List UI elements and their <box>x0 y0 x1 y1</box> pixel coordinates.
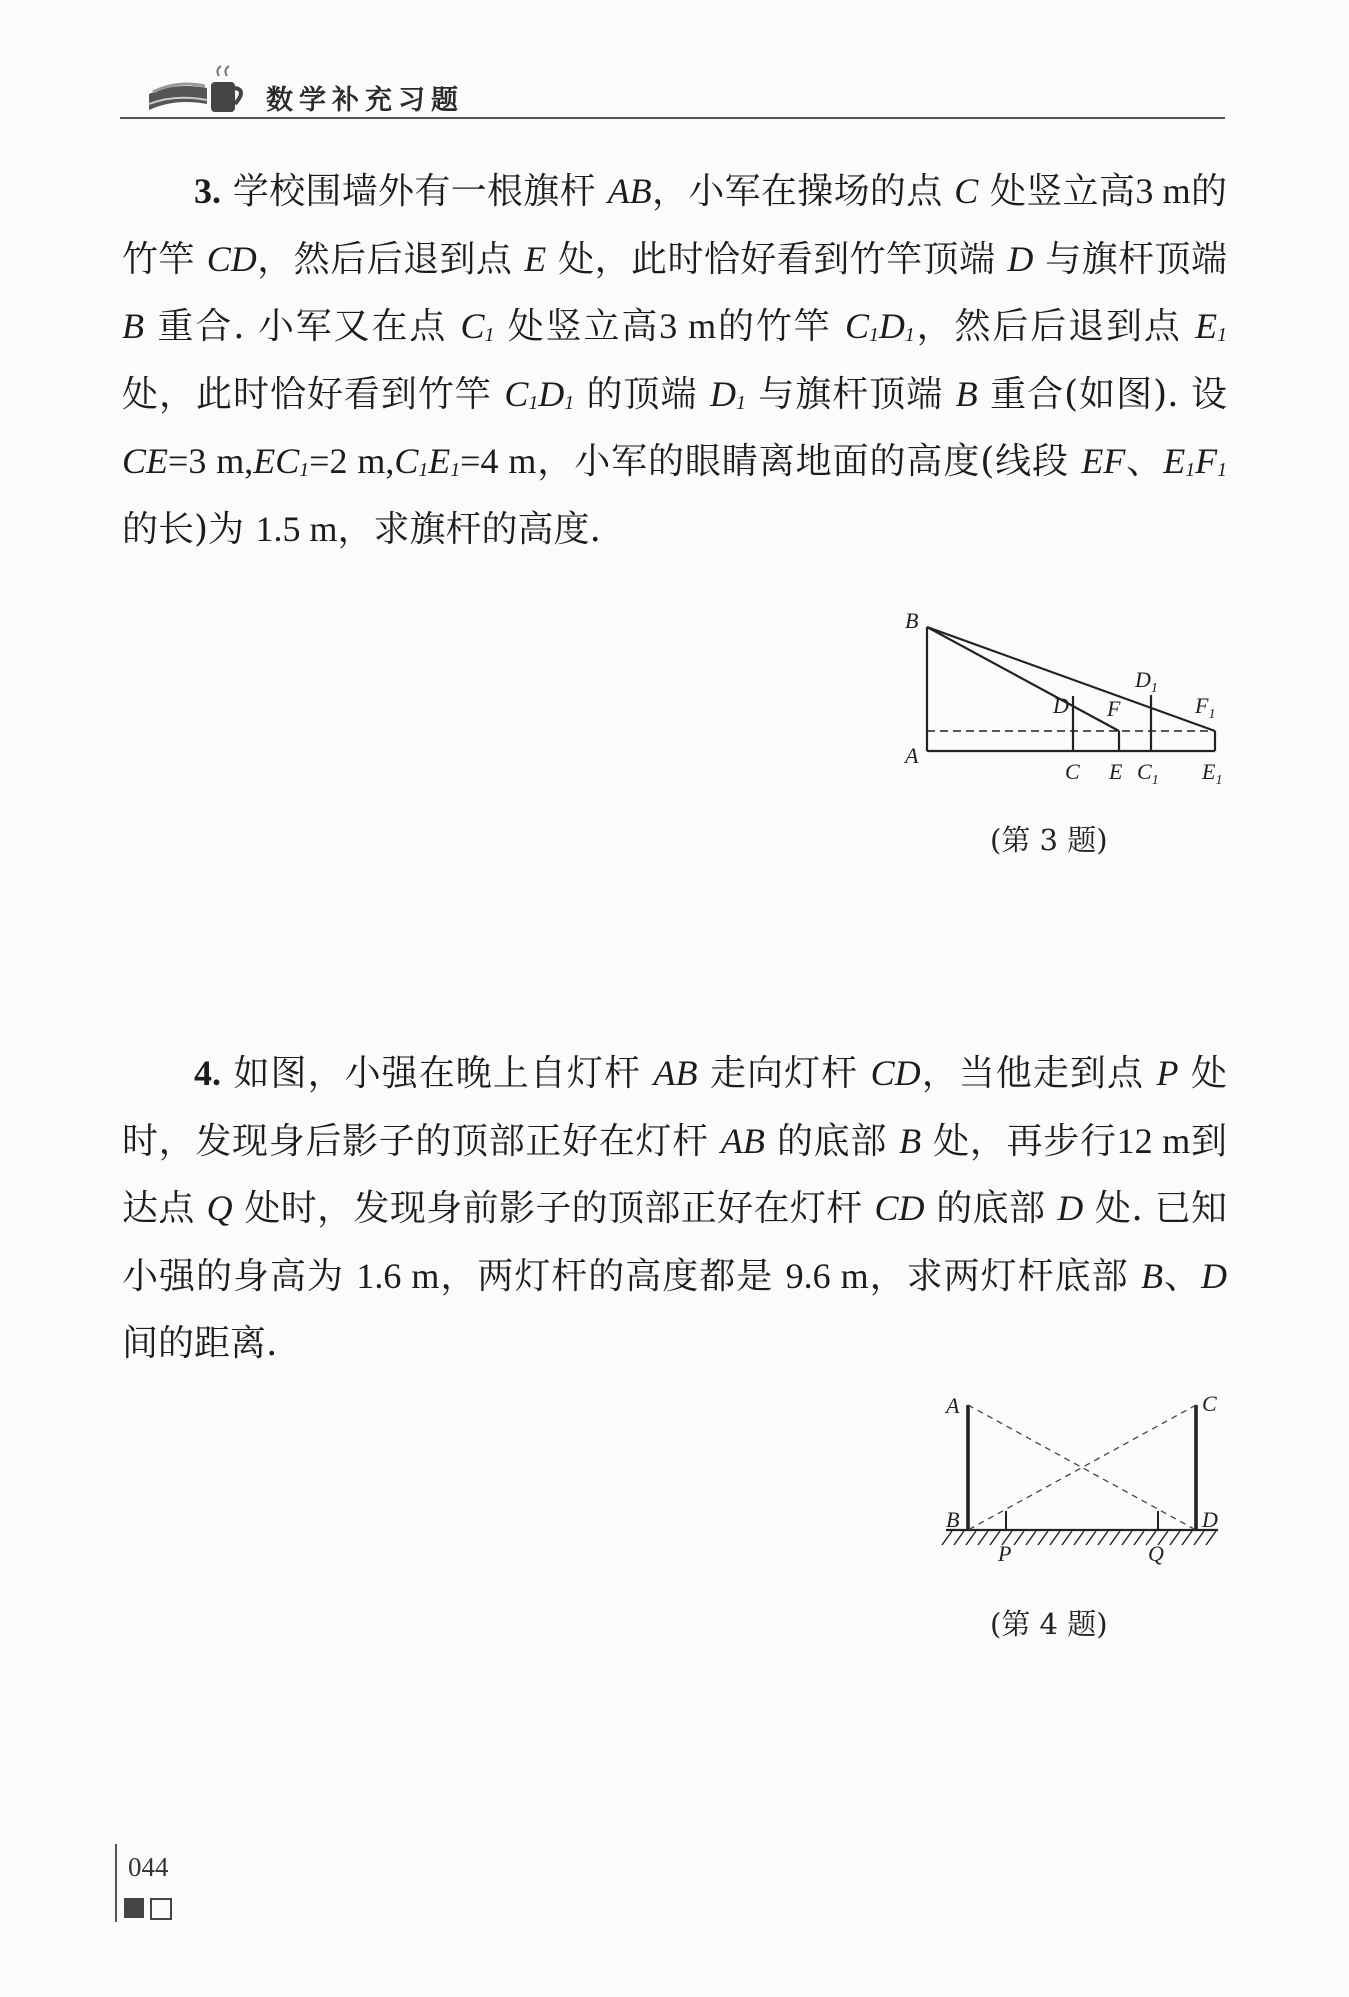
text-segment: 到达点 <box>122 1120 1227 1229</box>
footer-bar <box>115 1844 117 1922</box>
text-segment: CD <box>206 238 257 279</box>
text-segment: ，当他走到点 <box>920 1053 1157 1094</box>
text-segment: 3 m <box>659 306 717 346</box>
text-segment: AB <box>607 171 652 211</box>
text-segment: 重合. 小军又在点 <box>144 306 461 347</box>
text-segment: CD <box>870 1053 921 1093</box>
text-segment: ，小军在操场的点 <box>651 171 955 212</box>
text-segment: =4 m <box>460 441 537 481</box>
text-segment: B <box>1141 1255 1163 1296</box>
page-header <box>120 50 1225 120</box>
problem-4-text <box>122 1040 1227 1378</box>
text-segment: 3 m <box>1135 171 1191 211</box>
text-segment: 9.6 m <box>785 1255 869 1296</box>
text-segment: P <box>1156 1053 1179 1093</box>
fig3-label-E: E <box>1109 759 1123 784</box>
text-segment: 处时，发现身前影子的顶部正好在灯杆 <box>232 1188 875 1229</box>
fig3-label-F: F <box>1107 696 1121 721</box>
fig3-label-C1: $C_1$ <box>1137 759 1159 788</box>
text-segment: Q <box>206 1188 233 1228</box>
fig4-label-A: A <box>946 1393 960 1418</box>
text-segment: ，求两灯杆底部 <box>868 1255 1141 1297</box>
text-segment: 的底部 <box>924 1188 1058 1229</box>
text-segment: $E_1$ <box>1163 441 1196 481</box>
fig4-label-P: P <box>998 1541 1012 1565</box>
text-segment: C <box>954 171 979 211</box>
text-segment: $D_1$ <box>709 373 746 414</box>
text-segment: D <box>1057 1188 1084 1228</box>
text-segment: ，两灯杆的高度都是 <box>439 1255 786 1297</box>
fig3-label-F1: $F_1$ <box>1195 693 1216 722</box>
fig4-label-Q: Q <box>1148 1541 1164 1565</box>
text-segment: 、 <box>1163 1255 1201 1297</box>
text-segment: 的竹竿 <box>716 306 845 347</box>
text-segment: 走向灯杆 <box>697 1053 871 1094</box>
text-segment: ，求旗杆的高度. <box>337 508 601 550</box>
text-segment: 处竖立高 <box>494 306 660 347</box>
text-segment: CD <box>874 1188 925 1228</box>
problem-3 <box>122 158 1227 563</box>
fig3-label-A: A <box>905 743 919 768</box>
text-segment: EF <box>1081 441 1126 481</box>
text-segment: 处，此时恰好看到竹竿 <box>122 373 505 415</box>
text-segment: $C_1$ <box>844 306 879 346</box>
text-segment: $EC_1$ <box>253 441 310 481</box>
footer-empty-square-icon <box>150 1898 172 1920</box>
text-segment: 处时，发现身后影子的顶部正好在灯杆 <box>122 1053 1227 1162</box>
page-number: 044 <box>128 1852 169 1882</box>
problem-3-text <box>122 158 1227 563</box>
problem-4-number: 4. <box>194 1053 221 1093</box>
text-segment: 学校围墙外有一根旗杆 <box>232 171 608 212</box>
text-segment: =2 m, <box>309 441 395 481</box>
text-segment: AB <box>720 1120 765 1161</box>
text-segment: 、 <box>1125 441 1164 482</box>
text-segment: 与旗杆顶端 <box>1033 238 1227 280</box>
text-segment: 与旗杆顶端 <box>745 373 956 415</box>
figure-4-caption: (第 4 题) <box>990 1607 1108 1641</box>
text-segment: $F_1$ <box>1195 441 1227 481</box>
text-segment: 的底部 <box>764 1120 900 1162</box>
text-segment: E <box>524 238 547 279</box>
text-segment: =3 m, <box>168 441 254 481</box>
text-segment: D <box>1200 1255 1227 1296</box>
text-segment: $D_1$ <box>878 306 915 346</box>
text-segment: D <box>1007 238 1034 279</box>
text-segment: 处. 已知小强的身高为 <box>122 1188 1228 1297</box>
problem-3-number: 3. <box>194 171 221 211</box>
text-segment: 的竹竿 <box>122 171 1227 280</box>
text-segment: $E_1$ <box>428 441 461 481</box>
fig4-label-D: D <box>1202 1507 1218 1532</box>
text-segment: ，然后后退到点 <box>256 238 525 280</box>
header-rule <box>120 117 1225 119</box>
text-segment: B <box>955 373 978 414</box>
fig3-label-D1: $D_1$ <box>1135 667 1158 696</box>
text-segment: 12 m <box>1116 1120 1191 1161</box>
text-segment: 1.6 m <box>356 1255 440 1296</box>
text-segment: 的长)为 <box>122 508 256 550</box>
text-segment: B <box>899 1120 922 1161</box>
text-segment: $D_1$ <box>538 373 575 414</box>
fig3-label-E1: $E_1$ <box>1202 759 1223 788</box>
fig4-label-C: C <box>1202 1391 1217 1416</box>
text-segment: 重合(如图). 设 <box>977 373 1228 415</box>
text-segment: $E_1$ <box>1195 306 1227 346</box>
text-segment: AB <box>653 1053 698 1093</box>
page-title: 数学补充习题 <box>266 85 464 116</box>
fig3-label-C: C <box>1065 759 1080 784</box>
figure-3 <box>895 603 1240 793</box>
text-segment: ，小军的眼睛离地面的高度(线段 <box>536 441 1082 482</box>
text-segment: 处，再步行 <box>921 1120 1117 1162</box>
problem-4 <box>122 1040 1227 1378</box>
books-and-cup-icon <box>145 64 255 116</box>
text-segment: 间的距离. <box>122 1323 278 1364</box>
text-segment: 处，此时恰好看到竹竿顶端 <box>546 238 1008 280</box>
text-segment: B <box>122 306 144 346</box>
text-segment: $C_1$ <box>504 373 539 414</box>
text-segment: $C_1$ <box>460 306 495 346</box>
text-segment: CE <box>122 441 169 481</box>
figure-4 <box>938 1385 1228 1565</box>
fig4-label-B: B <box>946 1507 960 1532</box>
fig3-label-D: D <box>1053 693 1069 718</box>
text-segment: ，然后后退到点 <box>914 306 1196 347</box>
fig3-label-B: B <box>905 608 919 633</box>
text-segment: 的顶端 <box>574 373 710 415</box>
text-segment: 1.5 m <box>255 508 338 549</box>
text-segment: $C_1$ <box>394 441 429 481</box>
text-segment: 处竖立高 <box>978 171 1136 212</box>
footer-filled-square-icon <box>124 1898 144 1918</box>
text-segment: 如图，小强在晚上自灯杆 <box>233 1053 654 1094</box>
figure-3-caption: (第 3 题) <box>990 823 1108 857</box>
